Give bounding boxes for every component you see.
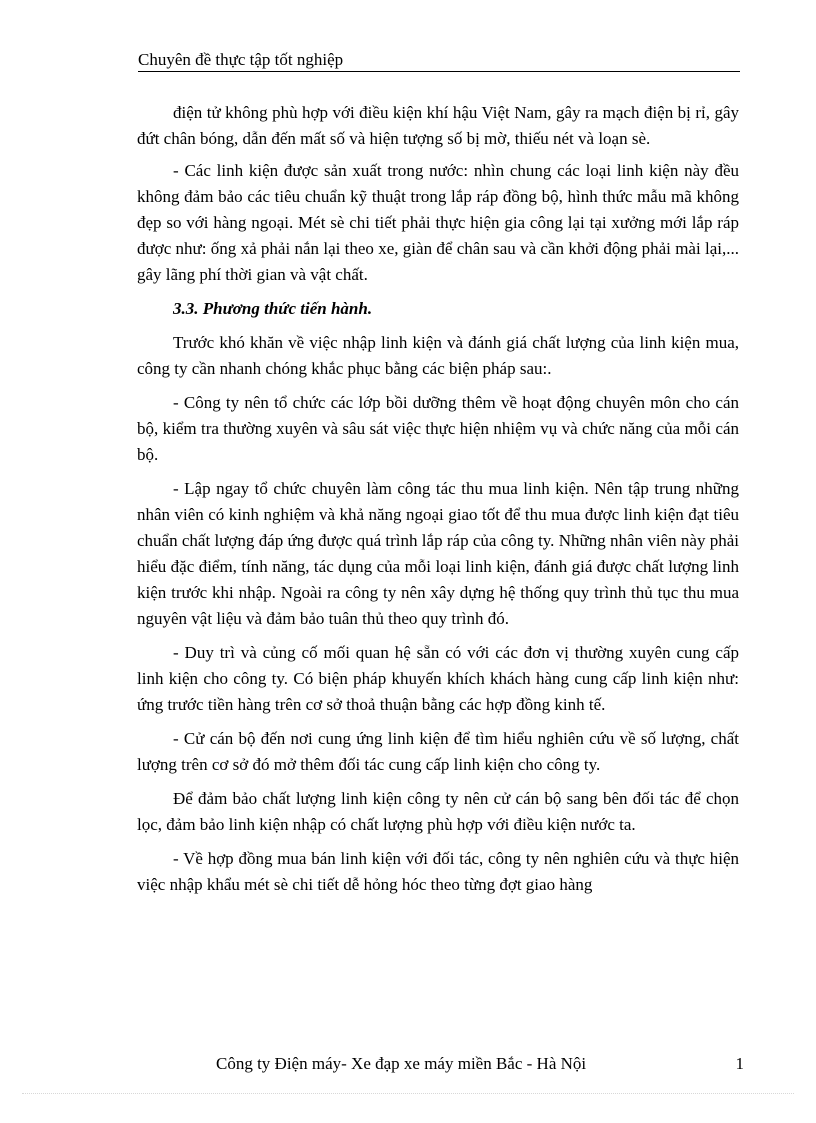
section-heading: 3.3. Phương thức tiến hành. [173, 299, 373, 318]
page-bottom-divider [22, 1093, 794, 1094]
document-body [137, 100, 739, 898]
paragraph-contracts: - Về hợp đồng mua bán linh kiện với đối tác, công ty nên nghiên cứu và thực hiện việc nhập khẩu mét sè chi tiết dễ hỏng hóc theo từng đợt giao hàng [137, 849, 739, 894]
paragraph-field-research: - Cử cán bộ đến nơi cung ứng linh kiện để tìm hiểu nghiên cứu về số lượng, chất lượng trên cơ sở đó mở thêm đối tác cung cấp linh kiện cho công ty. [137, 729, 739, 774]
header-title: Chuyên đề thực tập tốt nghiệp [138, 50, 344, 69]
paragraph-domestic-components: - Các linh kiện được sản xuất trong nước: nhìn chung các loại linh kiện này đều không đảm bảo các tiêu chuẩn kỹ thuật trong lắp ráp đồng bộ, hình thức mẫu mã không đẹp so với hàng ngoại. Mét sè chi tiết phải thực hiện gia công lại tại xưởng mới lắp ráp được như: ống xả phải nắn lại theo xe, giàn để chân sau và cần khởi động phải mài lại,... gây lãng phí thời gian và vật chất. [137, 161, 739, 284]
paragraph-supplier-relations: - Duy trì và củng cố mối quan hệ sẵn có với các đơn vị thường xuyên cung cấp linh kiện cho công ty. Có biện pháp khuyến khích khách hàng cung cấp linh kiện như: ứng trước tiền hàng trên cơ sở thoả thuận bằng các hợp đồng kinh tế. [137, 643, 739, 714]
running-header [138, 49, 740, 72]
paragraph-quality-assurance: Để đảm bảo chất lượng linh kiện công ty nên cử cán bộ sang bên đối tác để chọn lọc, đảm bảo linh kiện nhập có chất lượng phù hợp với điều kiện nước ta. [137, 789, 739, 834]
page-number: 1 [735, 1054, 744, 1073]
footer-company: Công ty Điện máy- Xe đạp xe máy miền Bắc - Hà Nội [216, 1054, 587, 1073]
paragraph-procurement-team: - Lập ngay tổ chức chuyên làm công tác thu mua linh kiện. Nên tập trung những nhân viên có kinh nghiệm và khả năng ngoại giao tốt để thu mua được linh kiện đạt tiêu chuẩn chất lượng đáp ứng được quá trình lắp ráp của công ty. Những nhân viên này phải hiểu đặc điểm, tính năng, tác dụng của mỗi loại linh kiện, đánh giá được chất lượng linh kiện trước khi nhập. Ngoài ra công ty nên xây dựng hệ thống quy trình thủ tục thu mua nguyên vật liệu và đảm bảo tuân thủ theo quy trình đó. [137, 479, 739, 628]
paragraph-training: - Công ty nên tổ chức các lớp bồi dưỡng thêm về hoạt động chuyên môn cho cán bộ, kiểm tra thường xuyên và sâu sát việc thực hiện nhiệm vụ và chức năng của mỗi cán bộ. [137, 393, 739, 464]
paragraph-intro-measures: Trước khó khăn về việc nhập linh kiện và đánh giá chất lượng của linh kiện mua, công ty cần nhanh chóng khắc phục bằng các biện pháp sau:. [137, 333, 739, 378]
paragraph-continuation: điện tử không phù hợp với điều kiện khí hậu Việt Nam, gây ra mạch điện bị rỉ, gây đứt chân bóng, dẫn đến mất số và hiện tượng số bị mờ, thiếu nét và loạn sè. [137, 103, 739, 148]
